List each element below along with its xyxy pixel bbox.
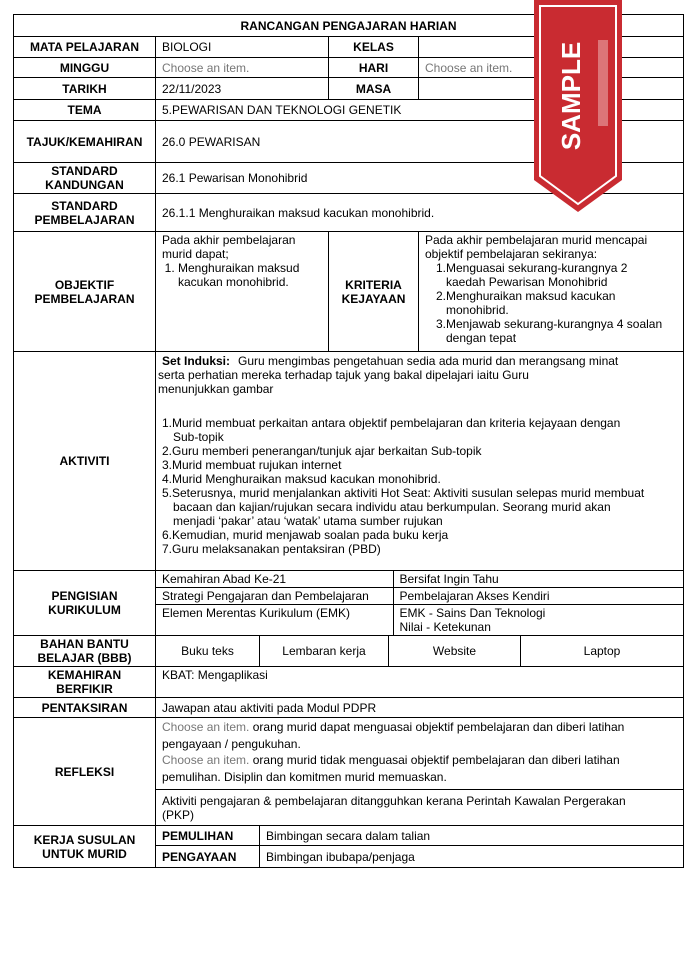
bbb-item[interactable]: Laptop (521, 636, 684, 667)
kriteria-item-1-line-2: kaedah Pewarisan Monohibrid (446, 275, 608, 289)
aktiviti-label: AKTIVITI (14, 352, 156, 571)
pemulihan-label: PEMULIHAN (156, 826, 260, 846)
pentaksiran-value[interactable]: Jawapan atau aktiviti pada Modul PDPR (156, 698, 684, 718)
standard-kandungan-label-line-2: KANDUNGAN (45, 178, 124, 192)
refleksi-line-1 (162, 720, 677, 734)
aktiviti-step-3: 3.Murid membuat rujukan internet (162, 458, 342, 472)
standard-kandungan-label-line-1: STANDARD (51, 164, 118, 178)
kriteria-item-3 (425, 317, 677, 345)
aktiviti-step-5: 5.Seterusnya, murid menjalankan aktiviti Hot Seat: Aktiviti susulan selepas murid membuat (162, 486, 645, 500)
refleksi-text-1: orang murid dapat menguasai objektif pembelajaran dan diberi latihan (249, 720, 625, 734)
pengisian-label-line-1: PENGISIAN (51, 589, 118, 603)
tajuk-value[interactable]: 26.0 PEWARISAN (156, 121, 684, 163)
tajuk-label: TAJUK/KEMAHIRAN (14, 121, 156, 163)
hari-label: HARI (329, 58, 419, 78)
refleksi-dropdown-1[interactable]: Choose an item. (162, 720, 250, 734)
kriteria-label-line-1: KRITERIA (345, 277, 402, 292)
standard-pembelajaran-value[interactable]: 26.1.1 Menghuraikan maksud kacukan monohibrid. (156, 194, 684, 232)
pengisian-r2c1[interactable]: Strategi Pengajaran dan Pembelajaran (156, 588, 393, 605)
kriteria-item-2-line-1: 2.Menghuraikan maksud kacukan (436, 289, 616, 303)
set-induksi-line-3: menunjukkan gambar (158, 382, 274, 396)
kriteria-label (329, 232, 419, 352)
pengisian-r2c2[interactable]: Pembelajaran Akses Kendiri (393, 588, 683, 605)
bbb-item[interactable]: Website (389, 636, 521, 667)
kriteria-item-1 (425, 261, 677, 289)
pengisian-r3c1[interactable]: Elemen Merentas Kurikulum (EMK) (156, 605, 393, 636)
kriteria-item-2-line-2: monohibrid. (446, 303, 509, 317)
bbb-item[interactable]: Buku teks (156, 636, 260, 667)
refleksi-pkp-line-2: (PKP) (162, 807, 195, 822)
objektif-item (178, 261, 322, 289)
mata-pelajaran-value[interactable]: BIOLOGI (156, 37, 329, 58)
tema-value[interactable]: 5.PEWARISAN DAN TEKNOLOGI GENETIK (156, 100, 684, 121)
objektif-intro-line-1: Pada akhir pembelajaran (162, 233, 296, 247)
objektif-label-line-2: PEMBELAJARAN (34, 291, 135, 306)
kemahiran-berfikir-value[interactable]: KBAT: Mengaplikasi (156, 667, 684, 698)
objektif-label (14, 232, 156, 352)
pengisian-label-line-2: KURIKULUM (48, 603, 121, 617)
standard-pembelajaran-label (14, 194, 156, 232)
kriteria-intro-line-2: objektif pembelajaran sekiranya: (425, 247, 598, 261)
bbb-label-line-1: BAHAN BANTU (40, 637, 129, 651)
pengayaan-value[interactable]: Bimbingan ibubapa/penjaga (260, 846, 684, 868)
pentaksiran-label: PENTAKSIRAN (14, 698, 156, 718)
sample-text: SAMPLE (556, 41, 586, 151)
refleksi-dropdown-2[interactable]: Choose an item. (162, 753, 250, 767)
pengisian-kurikulum-label (14, 571, 156, 636)
aktiviti-step-1: 1.Murid membuat perkaitan antara objektif pembelajaran dan kriteria kejayaan dengan (162, 416, 621, 430)
set-induksi-line-1: Guru mengimbas pengetahuan sedia ada murid dan merangsang minat (238, 354, 619, 368)
objektif-intro-line-2: murid dapat; (162, 247, 229, 261)
kriteria-item-3-line-2: dengan tepat (446, 331, 517, 345)
pengayaan-label: PENGAYAAN (156, 846, 260, 868)
tema-label: TEMA (14, 100, 156, 121)
kemahiran-label-line-1: KEMAHIRAN (47, 668, 122, 682)
minggu-label: MINGGU (14, 58, 156, 78)
refleksi-line-1-cont: pengayaan / pengukuhan. (162, 737, 301, 751)
kriteria-intro-line-1: Pada akhir pembelajaran murid mencapai (425, 233, 648, 247)
document-title: RANCANGAN PENGAJARAN HARIAN (14, 15, 684, 37)
kemahiran-berfikir-label (14, 667, 156, 698)
aktiviti-content[interactable] (156, 352, 684, 571)
set-induksi (158, 354, 677, 396)
kerja-susulan-label (14, 826, 156, 868)
aktiviti-step-5-cont-1: bacaan dan kajian/rujukan secara individu atau berkumpulan. Seorang murid akan (173, 500, 611, 514)
refleksi-pkp-line-1: Aktiviti pengajaran & pembelajaran ditangguhkan kerana Perintah Kawalan Pergerakan (162, 793, 626, 808)
tarikh-value[interactable]: 22/11/2023 (156, 78, 329, 100)
aktiviti-step-6: 6.Kemudian, murid menjawab soalan pada buku kerja (162, 528, 449, 542)
bbb-label-line-2: BELAJAR (BBB) (37, 651, 132, 665)
pengisian-r1c1[interactable]: Kemahiran Abad Ke-21 (156, 571, 393, 588)
pengisian-grid (156, 571, 683, 635)
pemulihan-value[interactable]: Bimbingan secara dalam talian (260, 826, 684, 846)
set-induksi-line-2: serta perhatian mereka terhadap tajuk yang bakal dipelajari iaitu Guru (158, 368, 529, 382)
kerja-susulan-label-line-2: UNTUK MURID (42, 846, 127, 861)
set-induksi-label: Set Induksi: (162, 354, 231, 368)
aktiviti-step-4: 4.Murid Menghuraikan maksud kacukan monohibrid. (162, 472, 441, 486)
hari-dropdown[interactable]: Choose an item. (419, 58, 684, 78)
sample-ribbon-watermark (530, 0, 626, 212)
tarikh-label: TARIKH (14, 78, 156, 100)
objektif-content[interactable] (156, 232, 329, 352)
kelas-label: KELAS (329, 37, 419, 58)
bbb-label (14, 636, 156, 667)
mata-pelajaran-label: MATA PELAJARAN (14, 37, 156, 58)
standard-pembelajaran-label-line-1: STANDARD (51, 198, 118, 213)
refleksi-pkp[interactable] (156, 790, 684, 826)
refleksi-content[interactable] (156, 718, 684, 790)
refleksi-label: REFLEKSI (14, 718, 156, 826)
pengisian-r3c2-line-2: Nilai - Ketekunan (399, 620, 491, 634)
kriteria-item-3-line-1: 3.Menjawab sekurang-kurangnya 4 soalan (436, 317, 663, 331)
aktiviti-step-7: 7.Guru melaksanakan pentaksiran (PBD) (162, 542, 381, 556)
kerja-susulan-label-line-1: KERJA SUSULAN (33, 832, 136, 847)
aktiviti-step-1-cont: Sub-topik (173, 430, 224, 444)
pengisian-r1c2[interactable]: Bersifat Ingin Tahu (393, 571, 683, 588)
objektif-item-line-2: kacukan monohibrid. (178, 275, 289, 289)
objektif-list (162, 261, 322, 289)
standard-pembelajaran-label-line-2: PEMBELAJARAN (34, 212, 135, 227)
objektif-label-line-1: OBJEKTIF (54, 277, 115, 292)
kemahiran-label-line-2: BERFIKIR (56, 682, 113, 696)
kriteria-content[interactable] (419, 232, 684, 352)
refleksi-text-2: orang murid tidak menguasai objektif pembelajaran dan diberi latihan (249, 753, 620, 767)
masa-label: MASA (329, 78, 419, 100)
aktiviti-step-2: 2.Guru memberi penerangan/tunjuk ajar berkaitan Sub-topik (162, 444, 482, 458)
standard-kandungan-value[interactable]: 26.1 Pewarisan Monohibrid (156, 163, 684, 194)
refleksi-line-2-cont: pemulihan. Disiplin dan komitmen murid memuaskan. (162, 770, 447, 784)
refleksi-line-2 (162, 753, 677, 767)
standard-kandungan-label (14, 163, 156, 194)
watermark-url-strip (598, 40, 608, 126)
objektif-item-line-1: Menghuraikan maksud (178, 261, 300, 275)
pengisian-kurikulum-content (156, 571, 684, 636)
aktiviti-step-5-cont-2: menjadi ‘pakar’ atau ‘watak’ utama sumber rujukan (173, 514, 443, 528)
minggu-dropdown[interactable]: Choose an item. (156, 58, 329, 78)
bbb-item[interactable]: Lembaran kerja (260, 636, 389, 667)
kriteria-label-line-2: KEJAYAAN (341, 291, 406, 306)
kriteria-item-1-line-1: 1.Menguasai sekurang-kurangnya 2 (436, 261, 628, 275)
pengisian-r3c2-line-1: EMK - Sains Dan Teknologi (399, 606, 546, 620)
kriteria-item-2 (425, 289, 677, 317)
pengisian-r3c2[interactable] (393, 605, 683, 636)
